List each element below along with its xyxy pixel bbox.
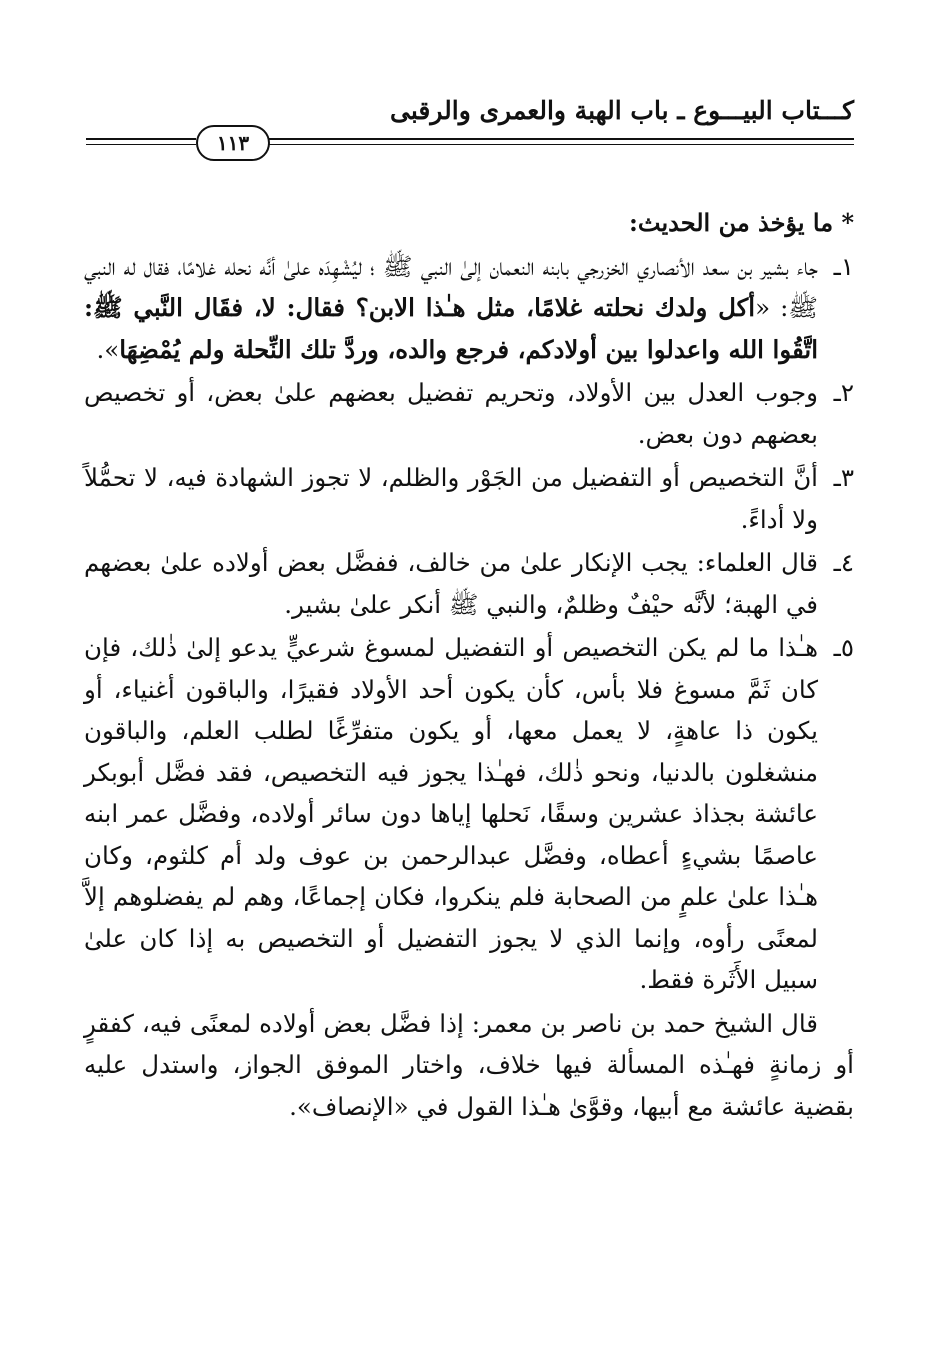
item-number: ١ـ: [833, 251, 854, 281]
closing-paragraph: قال الشيخ حمد بن ناصر بن معمر: إذا فضَّل بعض أولاده لمعنًى فيه، كفقرٍ أو زمانةٍ فهـٰذه المسألة فيها خلاف، واختار الموفق الجواز، واستدل عليه بقضية عائشة مع أبيها، وقوَّىٰ هـٰذا القول في «الإنصاف».: [84, 1008, 854, 1121]
item-text: قال العلماء: يجب الإنكار علىٰ من خالف، ففضَّل بعض أولاده علىٰ بعضهم في الهبة؛ لأنَّه حيْفٌ وظلمٌ، والنبي ﷺ أنكر علىٰ بشير.: [84, 548, 818, 619]
list-item: [84, 627, 854, 1001]
list-item: [84, 457, 854, 540]
item-text: أنَّ التخصيص أو التفضيل من الجَوْر والظلم، لا تجوز الشهادة فيه، لا تحمُّلاً ولا أداءً.: [84, 463, 818, 534]
running-title: كـــتاب البيـــوع ـ باب الهبة والعمرى والرقبى: [390, 96, 854, 125]
item-number: ٢ـ: [833, 378, 854, 407]
page-body: [84, 202, 854, 1127]
hadith-quote: أكل ولدك نحلته غلامًا، مثل هـٰذا الابن؟ فقال: لا، فقَال النَّبي ﷺ: اتَّقُوا الله واعدلوا بين أولادكم، فرجع والده، وردَّ تلك النِّحلة ولم يُمْضِهَا: [84, 293, 818, 364]
item-text: [84, 246, 818, 371]
item-text-end: ».: [96, 334, 120, 364]
item-text: هـٰذا ما لم يكن التخصيص أو التفضيل لمسوغ شرعيٍّ يدعو إلىٰ ذٰلك، فإن كان ثَمَّ مسوغ فلا بأس، كأن يكون أحد الأولاد فقيرًا، والباقون أغنياء، أو يكون ذا عاهةٍ، لا يعمل معها، أو يكون متفرِّغًا لطلب العلم، والباقون منشغلون بالدنيا، ونحو ذٰلك، فهـٰذا يجوز فيه التخصيص، فقد فضَّل أبوبكر عائشة بجذاذ عشرين وسقًا، نَحلها إياها دون سائر أولاده، وفضَّل عمر ابنه عاصمًا بشيءٍ أعطاه، وفضَّل عبدالرحمن بن عوف ولد أم كلثوم، وكان هـٰذا علىٰ علمٍ من الصحابة فلم ينكروا، فكان إجماعًا، وهم لم يفضلوهم إلاَّ لمعنًى رأوه، وإنما الذي لا يجوز التفضيل أو التخصيص به إذا كان علىٰ سبيل الأَثَرة فقط.: [84, 633, 818, 994]
header-rule-left-thin: [86, 144, 196, 145]
list-item: [84, 372, 854, 455]
item-number: ٤ـ: [833, 548, 854, 577]
list-item: [84, 246, 854, 371]
header-rule-right: [268, 138, 854, 140]
page-number: ١١٣: [196, 125, 270, 161]
list-item: [84, 542, 854, 625]
item-number: ٣ـ: [833, 463, 854, 492]
header-rule-right-thin: [268, 144, 854, 145]
section-title: * ما يؤخذ من الحديث:: [629, 208, 854, 237]
item-number: ٥ـ: [833, 633, 854, 662]
item-text-intro: جاء بشير بن سعد الأنصاري الخزرجي بابنه النعمان إلىٰ النبي ﷺ ؛ ليُشْهِدَه علىٰ أنَّه نحله غلامًا، فقال له النبي ﷺ: «: [84, 251, 818, 322]
item-text: وجوب العدل بين الأولاد، وتحريم تفضيل بعضهم علىٰ بعض، أو تخصيص بعضهم دون بعض.: [84, 378, 818, 449]
header-rule-left: [86, 138, 196, 140]
